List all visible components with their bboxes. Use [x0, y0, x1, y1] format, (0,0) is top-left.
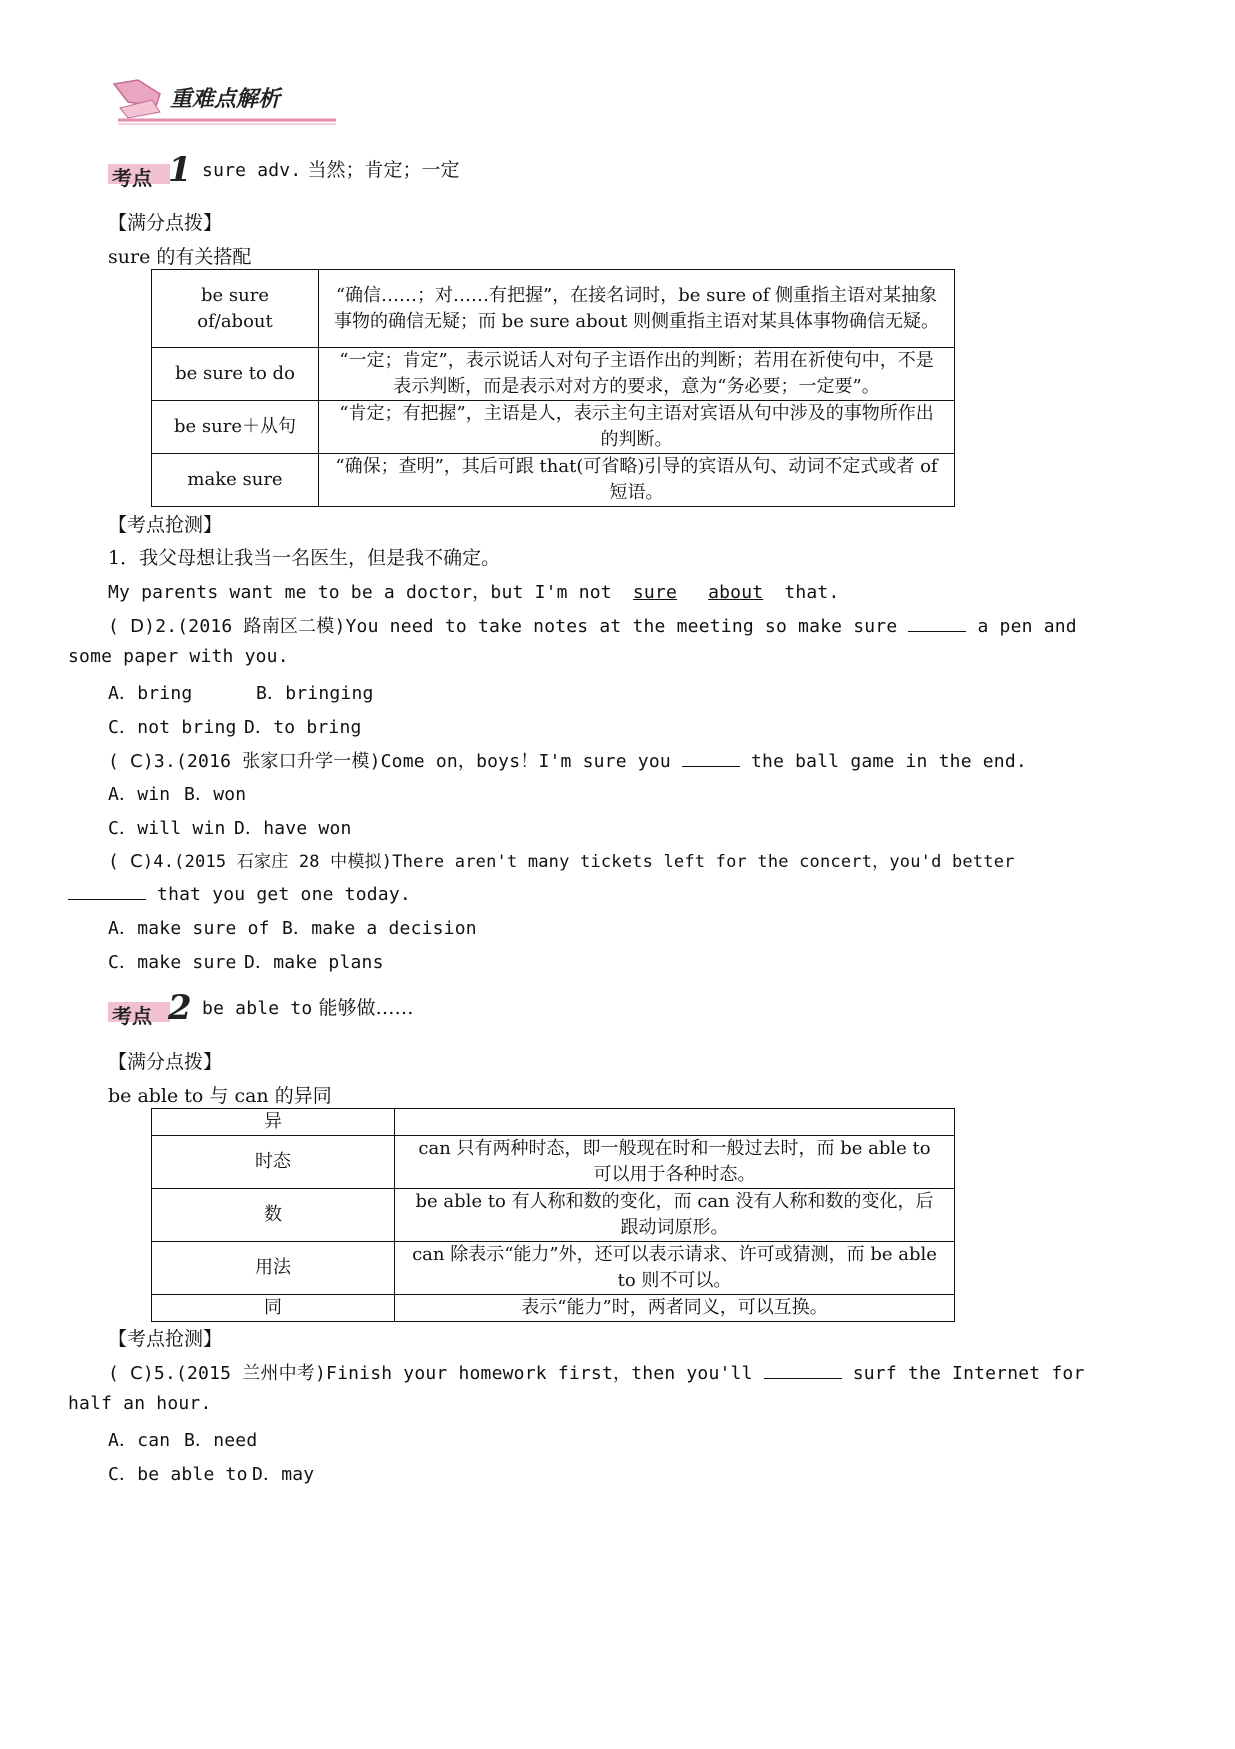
kaodian-meaning: 能够做…… — [318, 997, 414, 1019]
table-cell-desc — [395, 1109, 955, 1136]
tip-heading: 【满分点拨】 — [108, 212, 223, 234]
answer-blank: sure — [632, 582, 678, 603]
option: C．make sure — [108, 952, 237, 973]
option: C．will win — [108, 818, 226, 839]
q3-stem: ( C)3.(2016 张家口升学一模)Come on，boys！I'm sure you the ball game in the end. — [108, 747, 1027, 773]
table-row — [152, 1136, 955, 1189]
option: A．make sure of — [108, 918, 270, 939]
table-row — [152, 1109, 955, 1136]
option: C．not bring — [108, 717, 237, 738]
table-cell-phrase: 同 — [152, 1295, 395, 1322]
kaodian-badge: 考点 2 — [108, 992, 198, 1026]
option: D．to bring — [244, 717, 362, 738]
q4-stem-cont: that you get one today. — [68, 881, 411, 905]
table-row — [152, 1189, 955, 1242]
table-cell-desc: “确保；查明”，其后可跟 that(可省略)引导的宾语从句、动词不定式或者 of 短语。 — [319, 454, 955, 507]
table-cell-desc: can 除表示“能力”外，还可以表示请求、许可或猜测，而 be able to 则不可以。 — [395, 1242, 955, 1295]
option: B．won — [184, 784, 247, 805]
table-cell-phrase: 异 — [152, 1109, 395, 1136]
option: B．need — [184, 1430, 258, 1451]
answer-letter: C — [130, 751, 143, 772]
table-row — [152, 270, 955, 348]
table-cell-phrase: be sure＋从句 — [152, 401, 319, 454]
table-cell-phrase: 用法 — [152, 1242, 395, 1295]
option: A．can — [108, 1430, 171, 1451]
table-cell-desc: “确信……；对……有把握”，在接名词时，be sure of 侧重指主语对某抽象事物的确信无疑；而 be sure about 则侧重指主语对某具体事物确信无疑。 — [319, 270, 955, 348]
option: B．make a decision — [282, 918, 477, 939]
table-cell-phrase: be sure to do — [152, 348, 319, 401]
option: A．win — [108, 784, 171, 805]
test-heading: 【考点抢测】 — [108, 1328, 223, 1350]
able-table — [151, 1108, 955, 1322]
option: D．make plans — [244, 952, 384, 973]
blank-line — [764, 1360, 842, 1379]
q4-stem: ( C)4.(2015 石家庄 28 中模拟)There aren't many tickets left for the concert，you'd better — [108, 851, 1015, 872]
blank-line — [682, 748, 740, 767]
table-row — [152, 1295, 955, 1322]
section-title: 重难点解析 — [170, 87, 281, 112]
table-cell-desc: “一定；肯定”，表示说话人对句子主语作出的判断；若用在祈使句中，不是表示判断，而是表示对对方的要求，意为“务必要；一定要”。 — [319, 348, 955, 401]
kaodian-1-heading — [108, 150, 460, 190]
table-cell-desc: be able to 有人称和数的变化，而 can 没有人称和数的变化，后跟动词原形。 — [395, 1189, 955, 1242]
answer-blank: about — [708, 582, 764, 603]
table-cell-phrase: 数 — [152, 1189, 395, 1242]
table-cell-desc: “肯定；有把握”，主语是人，表示主句主语对宾语从句中涉及的事物所作出的判断。 — [319, 401, 955, 454]
kaodian-2-heading — [108, 988, 414, 1028]
blank-line — [908, 613, 966, 632]
option: D．have won — [234, 818, 352, 839]
table-cell-phrase: be sure of/about — [152, 270, 319, 348]
section-banner — [108, 72, 338, 128]
q2-stem-cont: some paper with you. — [68, 646, 289, 667]
table-cell-desc: 表示“能力”时，两者同义，可以互换。 — [395, 1295, 955, 1322]
blank-line — [68, 881, 146, 900]
q5-stem: ( C)5.(2015 兰州中考)Finish your homework first，then you'll surf the Internet for — [108, 1359, 1084, 1385]
q5-stem-cont: half an hour. — [68, 1393, 212, 1414]
tip-heading: 【满分点拨】 — [108, 1051, 223, 1073]
tip-intro: be able to 与 can 的异同 — [108, 1085, 332, 1107]
option: B．bringing — [256, 683, 374, 704]
table-row — [152, 1242, 955, 1295]
table-row — [152, 454, 955, 507]
tip-intro: sure 的有关搭配 — [108, 246, 252, 268]
table-cell-phrase: make sure — [152, 454, 319, 507]
kaodian-word: be able to — [202, 998, 313, 1019]
option: A．bring — [108, 683, 193, 704]
table-cell-phrase: 时态 — [152, 1136, 395, 1189]
option: C．be able to — [108, 1464, 248, 1485]
option: D．may — [252, 1464, 315, 1485]
test-heading: 【考点抢测】 — [108, 514, 223, 536]
q1-english: My parents want me to be a doctor，but I'm not sure about that. — [108, 582, 840, 603]
answer-letter: D — [130, 616, 145, 637]
q2-stem: ( D)2.(2016 路南区二模)You need to take notes at the meeting so make sure a pen and — [108, 612, 1077, 638]
answer-letter: C — [130, 851, 143, 872]
q1-chinese: 1．我父母想让我当一名医生，但是我不确定。 — [108, 547, 501, 569]
table-row — [152, 401, 955, 454]
sure-table — [151, 269, 955, 507]
kaodian-badge: 考点 1 — [108, 154, 198, 188]
table-cell-desc: can 只有两种时态，即一般现在时和一般过去时，而 be able to 可以用于各种时态。 — [395, 1136, 955, 1189]
kaodian-meaning: 当然；肯定；一定 — [307, 159, 460, 181]
answer-letter: C — [130, 1363, 143, 1384]
table-row — [152, 348, 955, 401]
kaodian-word: sure adv. — [202, 160, 302, 181]
